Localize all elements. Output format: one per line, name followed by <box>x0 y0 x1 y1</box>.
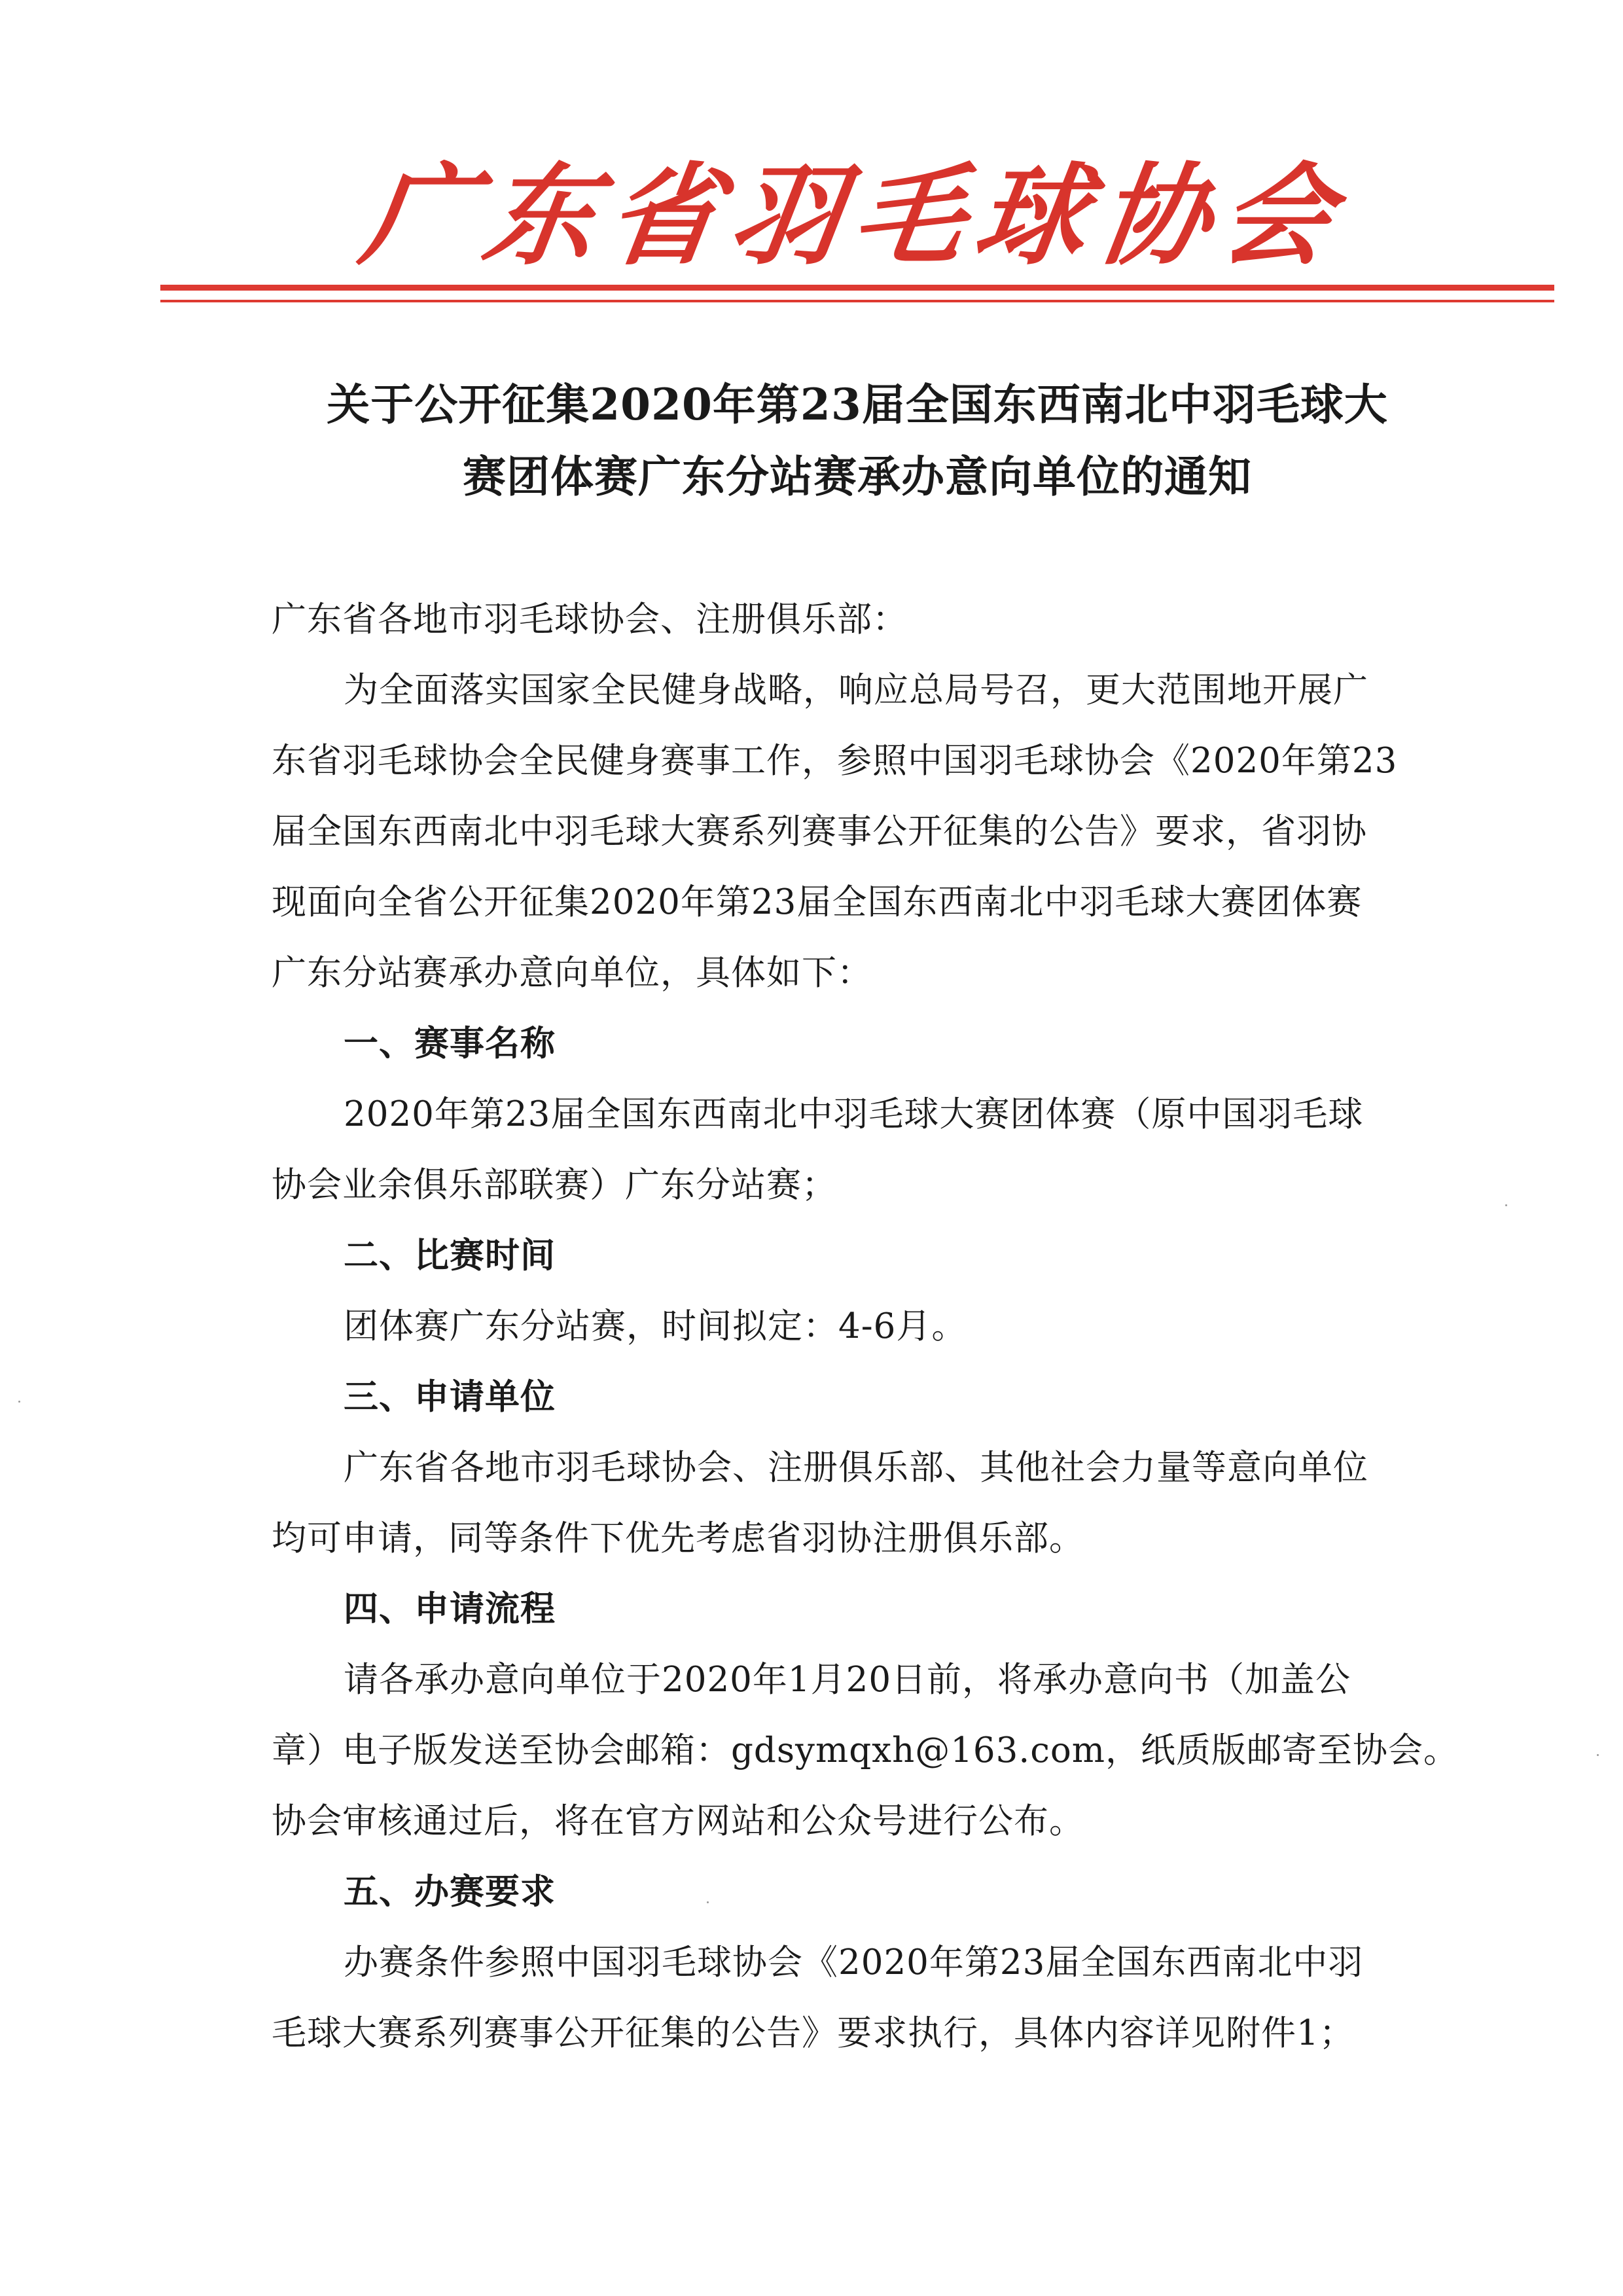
letterhead-org-name <box>354 141 1341 291</box>
letterhead-char: 省 <box>599 152 728 280</box>
intro-line: 东省羽毛球协会全民健身赛事工作，参照中国羽毛球协会《2020年第23 <box>272 741 1398 781</box>
section-text-line: 办赛条件参照中国羽毛球协会《2020年第23届全国东西南北中羽 <box>344 1943 1364 1982</box>
intro-line: 现面向全省公开征集2020年第23届全国东西南北中羽毛球大赛团体赛 <box>272 882 1363 922</box>
section-heading-applicants: 三、申请单位 <box>344 1376 556 1417</box>
section-text-line: 2020年第23届全国东西南北中羽毛球大赛团体赛（原中国羽毛球 <box>344 1094 1364 1134</box>
salutation: 广东省各地市羽毛球协会、注册俱乐部： <box>272 600 908 639</box>
intro-line: 届全国东西南北中羽毛球大赛系列赛事公开征集的公告》要求，省羽协 <box>272 812 1367 852</box>
section-text-line: 均可申请，同等条件下优先考虑省羽协注册俱乐部。 <box>272 1518 1084 1558</box>
section-text-line: 毛球大赛系列赛事公开征集的公告》要求执行，具体内容详见附件1； <box>272 2013 1355 2053</box>
letterhead-rule-thin <box>160 300 1554 302</box>
letterhead-char: 羽 <box>722 152 851 280</box>
letterhead-char: 毛 <box>844 152 973 280</box>
scan-speck <box>1597 1754 1599 1756</box>
section-text-line: 广东省各地市羽毛球协会、注册俱乐部、其他社会力量等意向单位 <box>344 1448 1368 1488</box>
scan-speck <box>1505 1204 1507 1206</box>
section-heading-application-process: 四、申请流程 <box>344 1588 556 1629</box>
letterhead-rule-thick <box>160 285 1554 291</box>
letterhead-char: 东 <box>476 152 605 280</box>
intro-line: 为全面落实国家全民健身战略，响应总局号召，更大范围地开展广 <box>344 670 1368 710</box>
section-text-line: 请各承办意向单位于2020年1月20日前，将承办意向书（加盖公 <box>344 1660 1351 1700</box>
section-text-line: 协会业余俱乐部联赛）广东分站赛； <box>272 1165 837 1205</box>
section-text-line: 协会审核通过后，将在官方网站和公众号进行公布。 <box>272 1801 1084 1841</box>
document-title-line-1: 关于公开征集2020年第23届全国东西南北中羽毛球大 <box>327 379 1388 430</box>
scan-speck <box>707 1901 709 1903</box>
section-text-line: 团体赛广东分站赛，时间拟定：4-6月。 <box>344 1306 967 1346</box>
intro-line: 广东分站赛承办意向单位，具体如下： <box>272 953 872 993</box>
letterhead-char: 会 <box>1213 152 1341 280</box>
section-heading-hosting-requirements: 五、办赛要求 <box>344 1871 556 1912</box>
letterhead-char: 广 <box>354 152 482 280</box>
section-heading-match-time: 二、比赛时间 <box>344 1235 556 1276</box>
letterhead-char: 球 <box>967 152 1096 280</box>
document-title-line-2: 赛团体赛广东分站赛承办意向单位的通知 <box>463 451 1252 502</box>
section-heading-event-name: 一、赛事名称 <box>344 1023 556 1064</box>
scan-speck <box>18 1401 20 1403</box>
section-text-line: 章）电子版发送至协会邮箱：gdsymqxh@163.com，纸质版邮寄至协会。 <box>272 1731 1459 1770</box>
letterhead-char: 协 <box>1090 152 1219 280</box>
